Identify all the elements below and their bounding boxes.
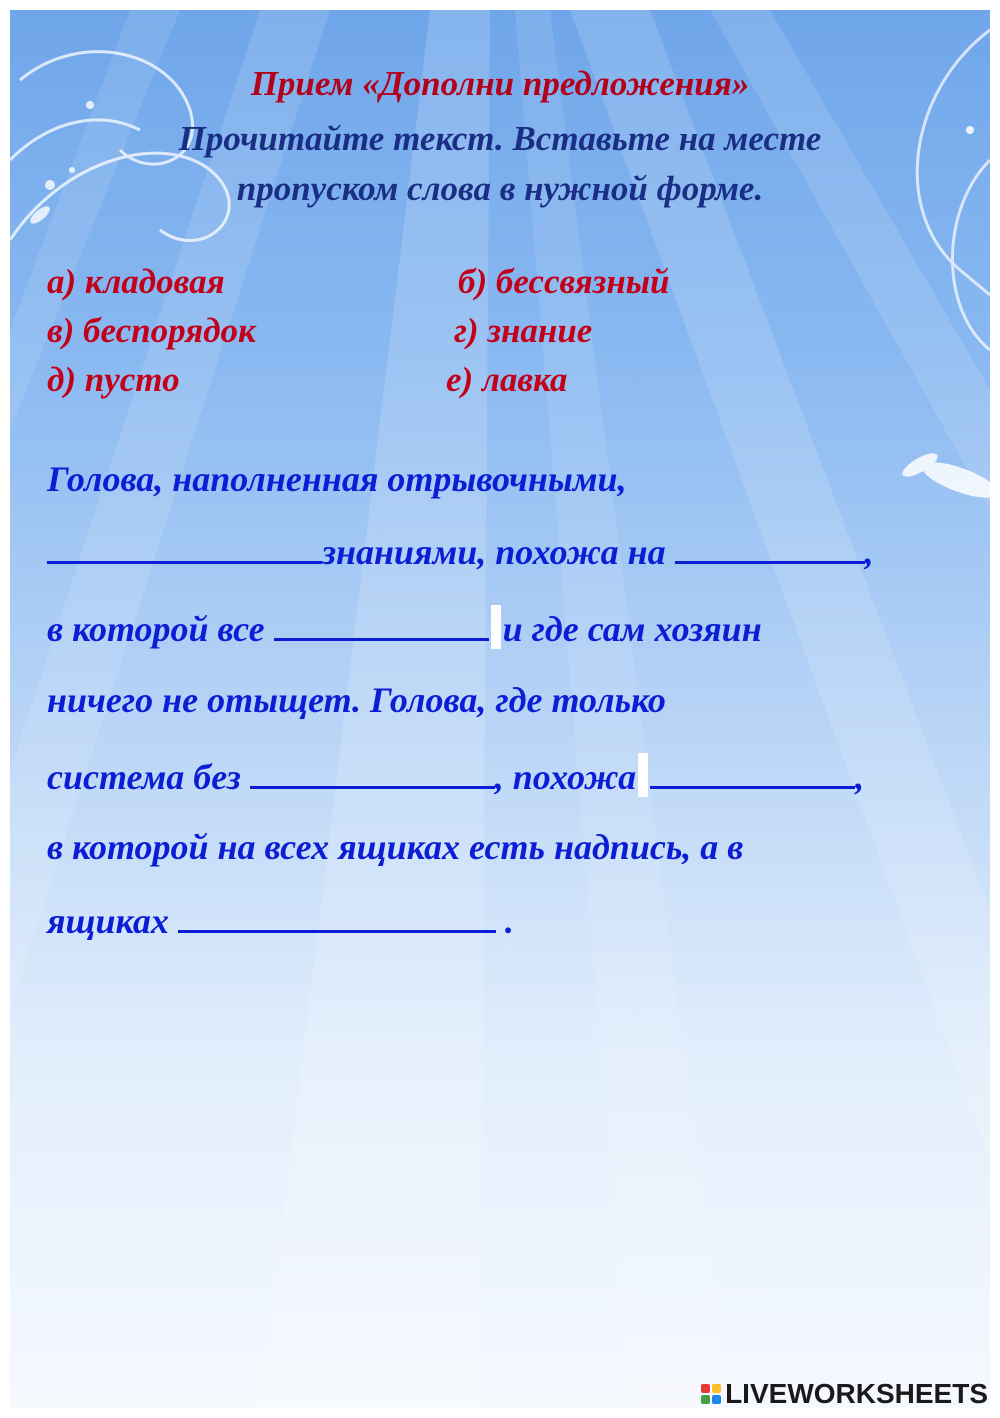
text-line-5: система без , похожа , xyxy=(47,753,864,798)
text-cursor-marker xyxy=(491,605,501,649)
option-v: в) беспорядок xyxy=(47,311,256,350)
option-g: г) знание xyxy=(454,311,593,350)
answer-blank-3[interactable] xyxy=(274,608,489,641)
answer-blank-6[interactable] xyxy=(178,900,496,933)
answer-blank-4[interactable] xyxy=(250,756,495,789)
option-d: д) пусто xyxy=(47,360,180,399)
liveworksheets-logo-icon xyxy=(701,1384,721,1404)
answer-blank-1[interactable] xyxy=(47,531,322,564)
text-line-1: Голова, наполненная отрывочными, xyxy=(47,459,627,499)
option-b: б) бессвязный xyxy=(458,262,670,301)
text-line-7: ящиках . xyxy=(47,901,514,941)
liveworksheets-brand xyxy=(701,1378,988,1410)
page-title: Прием «Дополни предложения» xyxy=(250,64,750,103)
instructions-text: Прочитайте текст. Вставьте на месте пропуском слова в нужной форме. xyxy=(178,119,822,208)
answer-blank-2[interactable] xyxy=(675,531,865,564)
text-line-3: в которой все и где сам хозяин xyxy=(47,605,762,650)
text-cursor-marker xyxy=(638,753,648,797)
text-line-6: в которой на всех ящиках есть надпись, а в xyxy=(47,827,744,867)
option-a: а) кладовая xyxy=(47,262,225,301)
text-line-2: знаниями, похожа на , xyxy=(47,531,874,573)
text-line-4: ничего не отыщет. Голова, где только xyxy=(47,680,666,720)
answer-blank-5[interactable] xyxy=(650,756,855,789)
option-e: е) лавка xyxy=(446,360,568,399)
brand-name: LIVEWORKSHEETS xyxy=(725,1378,988,1409)
